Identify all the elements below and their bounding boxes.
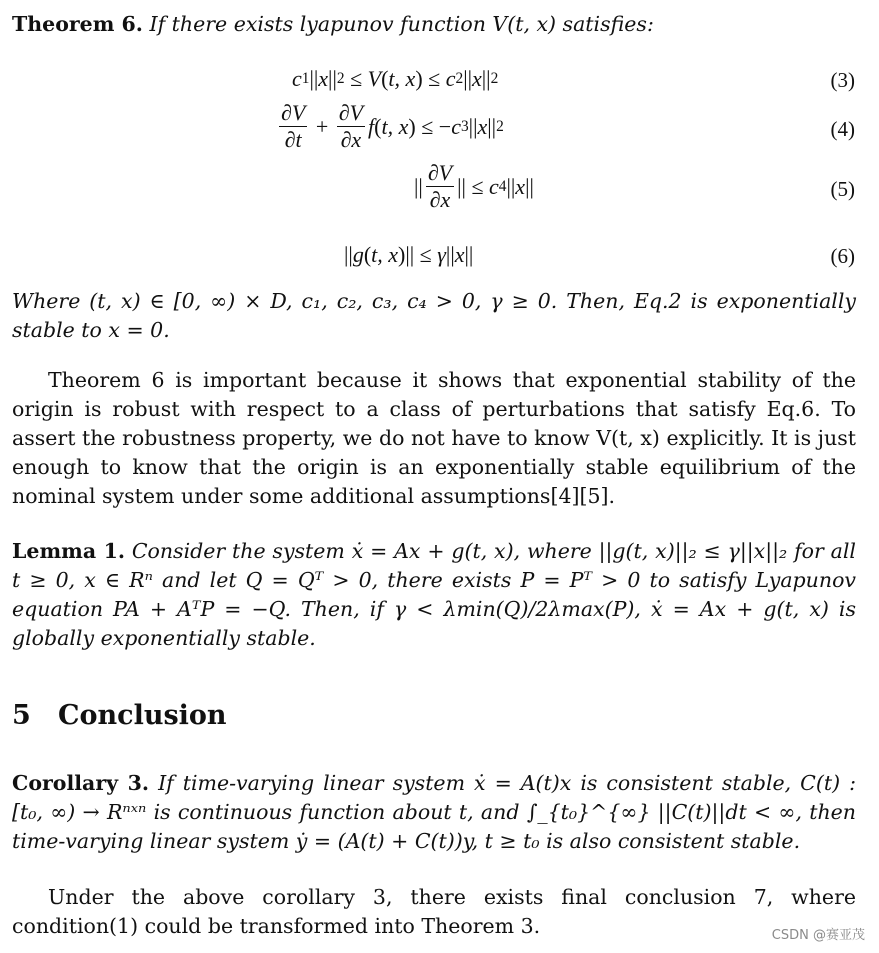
section-title: Conclusion: [58, 700, 227, 731]
theorem6-statement: If there exists lyapunov function V(t, x) satisfies:: [149, 12, 654, 36]
equation-5: [0, 160, 879, 220]
csdn-watermark: CSDN @赛亚茂: [771, 928, 865, 943]
theorem6-header: [12, 10, 856, 39]
equation-5-body: || $\frac{\partial V}{\partial x}$ || ≤ c 4 || x ||: [414, 160, 534, 212]
partial-v-dx-fraction-2: $\frac{\partial V}{\partial x}$: [427, 160, 453, 212]
paragraph-theorem6-discussion: Theorem 6 is important because it shows that exponential stability of the origin is robust with respect to a class of perturbations that satisfy Eq.6. To assert the robustness property, we do not have to know V(t, x) explicitly. It is just enough to know that the origin is an exponentially stable equilibrium of the nominal system under some additional assumptions[4][5].: [12, 368, 856, 508]
paragraph-conclusion: Under the above corollary 3, there exists final conclusion 7, where condition(1) could be transformed into Theorem 3.: [12, 885, 856, 938]
lemma1: [12, 537, 856, 653]
section-heading: [12, 700, 227, 731]
corollary3-statement: If time-varying linear system ẋ = A(t)x is consistent stable, C(t) : [t₀, ∞) → Rⁿˣⁿ is continuous function about t, and ∫_{t₀}^{∞} ||C(t)||dt < ∞, then time-varying linear system ẏ = (A(t) + C(t))y, t ≥ t₀ is also consistent stable.: [12, 771, 856, 853]
equation-6-body: || g ( t, x )|| ≤ γ || x ||: [344, 242, 474, 267]
equation-4: [0, 100, 879, 160]
equation-4-number: (4): [830, 117, 855, 141]
equation-4-body: $\frac{\partial V}{\partial t}$ + $\frac{\partial V}{\partial x}$ f ( t, x ) ≤ − c 3 || x || 2: [281, 100, 504, 152]
equation-5-number: (5): [830, 177, 855, 201]
section-number: 5: [12, 700, 31, 731]
partial-v-dt-fraction: $\frac{\partial V}{\partial t}$: [281, 100, 306, 152]
equation-6-number: (6): [830, 244, 855, 268]
equation-6: [0, 238, 879, 274]
corollary3-label: Corollary 3.: [12, 771, 150, 795]
equation-3-body: c 1 || x || 2 ≤ V ( t, x ) ≤ c 2 || x || 2: [292, 66, 499, 91]
lemma1-statement: Consider the system ẋ = Ax + g(t, x), where ||g(t, x)||₂ ≤ γ||x||₂ for all t ≥ 0, x ∈ Rⁿ and let Q = Qᵀ > 0, there exists P = Pᵀ > 0 to satisfy Lyapunov equation PA + AᵀP = −Q. Then, if γ < λmin(Q)/2λmax(P), ẋ = Ax + g(t, x) is globally exponentially stable.: [12, 539, 856, 650]
theorem6-where: Where (t, x) ∈ [0, ∞) × D, c₁, c₂, c₃, c₄ > 0, γ ≥ 0. Then, Eq.2 is exponentially stable to x = 0.: [12, 289, 856, 342]
equation-3: [0, 62, 879, 98]
theorem6-label: Theorem 6.: [12, 12, 143, 36]
equation-3-number: (3): [830, 68, 855, 92]
lemma1-label: Lemma 1.: [12, 539, 125, 563]
corollary3: [12, 769, 856, 856]
partial-v-dx-fraction: $\frac{\partial V}{\partial x}$: [338, 100, 364, 152]
